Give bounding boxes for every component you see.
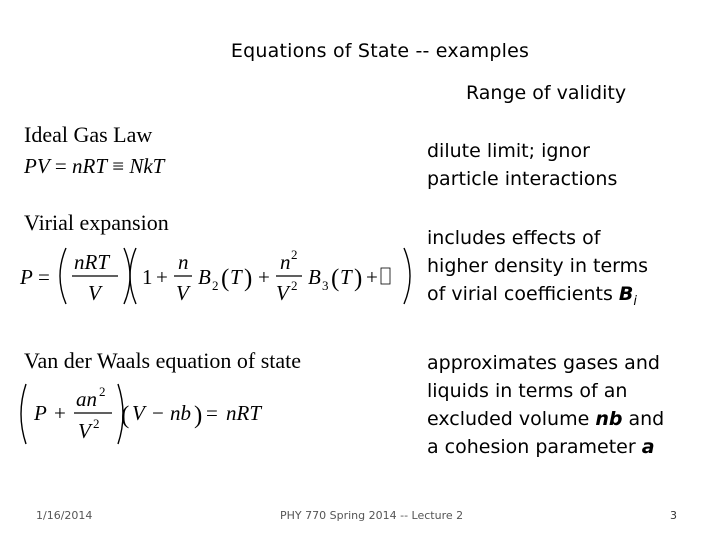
slide-title: Equations of State -- examples xyxy=(230,40,530,62)
svg-text:+: + xyxy=(366,265,378,289)
virial-coefficient-symbol: B xyxy=(618,283,634,305)
footer-date: 1/16/2014 xyxy=(36,509,93,522)
footer-course: PHY 770 Spring 2014 -- Lecture 2 xyxy=(280,509,464,522)
virial-description xyxy=(427,224,648,316)
svg-text:−: − xyxy=(152,401,164,425)
svg-text:n: n xyxy=(280,250,291,274)
svg-text:=: = xyxy=(38,265,50,289)
svg-text:2: 2 xyxy=(99,384,106,399)
svg-text:): ) xyxy=(354,265,363,292)
desc-text: of virial coefficients xyxy=(427,283,619,305)
ideal-gas-description xyxy=(427,137,617,193)
svg-text:nRT: nRT xyxy=(74,250,110,274)
cohesion-parameter-symbol: a xyxy=(641,436,655,458)
ideal-gas-equation: PV = nRT ≡ NkT xyxy=(24,154,165,178)
svg-text:): ) xyxy=(244,265,253,292)
svg-text:2: 2 xyxy=(93,416,100,431)
desc-line: approximates gases and xyxy=(427,352,660,374)
svg-text:T: T xyxy=(230,265,242,289)
desc-line: includes effects of xyxy=(427,227,601,249)
svg-text:an: an xyxy=(76,387,97,411)
virial-heading: Virial expansion xyxy=(24,210,169,235)
desc-text: excluded volume xyxy=(427,408,596,430)
svg-text:n: n xyxy=(178,250,189,274)
svg-text:V: V xyxy=(132,401,145,425)
svg-text:+: + xyxy=(156,265,168,289)
virial-equation xyxy=(18,240,418,312)
desc-line: higher density in terms xyxy=(427,255,649,277)
desc-line: particle interactions xyxy=(427,168,618,190)
vdw-description xyxy=(427,349,664,461)
svg-text:V: V xyxy=(276,281,289,305)
desc-line xyxy=(427,280,648,316)
svg-text:): ) xyxy=(194,402,203,429)
desc-text: and xyxy=(622,408,665,430)
svg-text:V: V xyxy=(176,281,189,305)
svg-text:3: 3 xyxy=(322,278,329,293)
svg-text:1: 1 xyxy=(142,265,153,289)
vdw-equation xyxy=(16,378,296,450)
svg-text:(: ( xyxy=(221,265,230,292)
desc-line xyxy=(427,433,664,461)
desc-text: a cohesion parameter xyxy=(427,436,642,458)
svg-text:V: V xyxy=(88,281,101,305)
excluded-volume-symbol: nb xyxy=(595,408,623,430)
ideal-gas-heading: Ideal Gas Law xyxy=(24,122,153,147)
desc-line: liquids in terms of an xyxy=(427,380,628,402)
svg-text:P: P xyxy=(34,401,47,425)
desc-line: dilute limit; ignor xyxy=(427,140,590,162)
svg-text:(: ( xyxy=(121,402,130,429)
svg-text:2: 2 xyxy=(212,278,219,293)
vdw-heading: Van der Waals equation of state xyxy=(24,348,302,373)
svg-text:V: V xyxy=(78,419,91,443)
range-of-validity-heading: Range of validity xyxy=(466,82,627,104)
svg-text:T: T xyxy=(340,265,352,289)
svg-text:nRT: nRT xyxy=(226,401,262,425)
svg-text:=: = xyxy=(206,401,218,425)
svg-text:B: B xyxy=(308,265,321,289)
footer-page-number: 3 xyxy=(670,509,677,522)
svg-text:+: + xyxy=(54,401,66,425)
svg-text:nb: nb xyxy=(170,401,191,425)
svg-text:+: + xyxy=(258,265,270,289)
virial-coefficient-subscript: i xyxy=(633,293,638,309)
svg-text:P: P xyxy=(20,265,33,289)
svg-text:(: ( xyxy=(331,265,340,292)
desc-line xyxy=(427,405,664,433)
svg-text:B: B xyxy=(198,265,211,289)
svg-text:2: 2 xyxy=(291,278,298,293)
svg-text:2: 2 xyxy=(291,247,298,262)
